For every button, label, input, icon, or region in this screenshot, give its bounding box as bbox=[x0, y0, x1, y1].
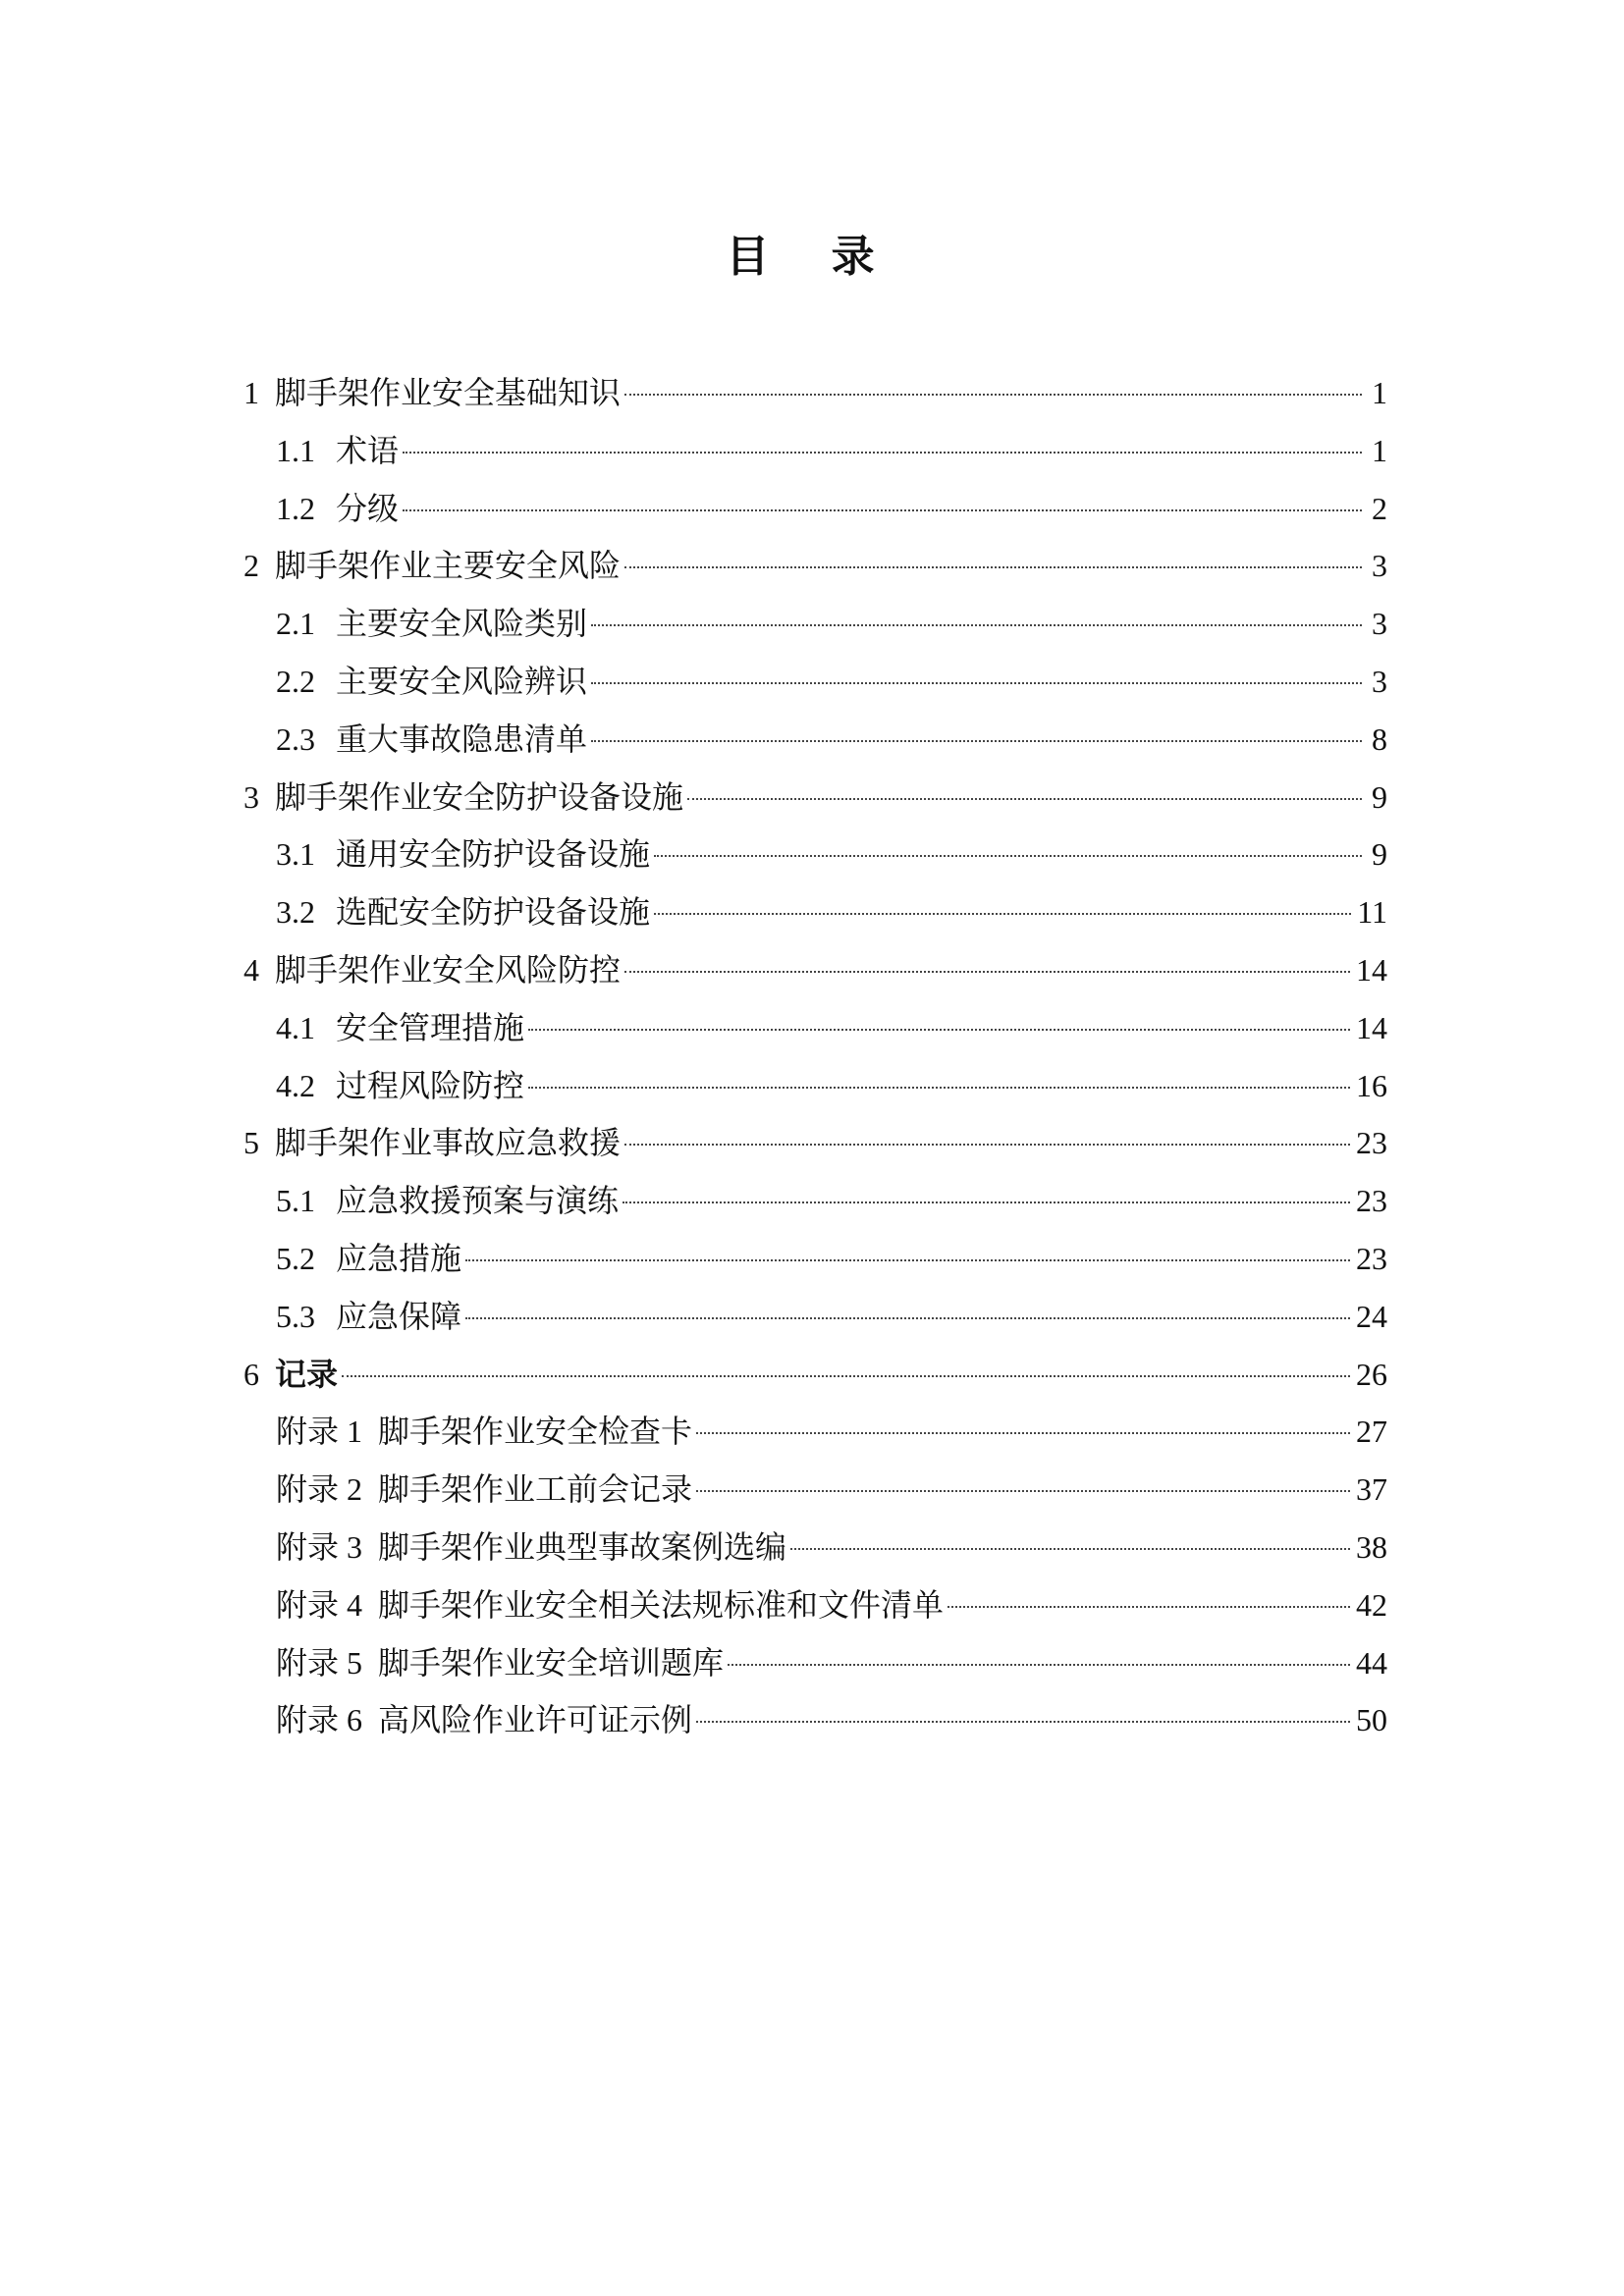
dot-leader bbox=[624, 394, 1362, 396]
toc-entry-number: 3 bbox=[244, 778, 259, 815]
toc-entry-number: 1.1 bbox=[276, 432, 315, 468]
dot-leader bbox=[623, 1201, 1350, 1203]
toc-entry-page-number: 11 bbox=[1357, 894, 1387, 931]
toc-entry[interactable] bbox=[244, 999, 1387, 1057]
toc-entry-number: 附录 6 bbox=[276, 1702, 363, 1738]
toc-entry-number: 附录 4 bbox=[276, 1586, 363, 1623]
toc-entry[interactable] bbox=[244, 422, 1387, 480]
dot-leader bbox=[528, 1029, 1350, 1031]
dot-leader bbox=[465, 1259, 1350, 1261]
dot-leader bbox=[624, 566, 1362, 568]
toc-entry[interactable] bbox=[244, 1346, 1387, 1404]
dot-leader bbox=[790, 1548, 1350, 1550]
toc-entry-page-number: 14 bbox=[1356, 951, 1387, 988]
toc-entry[interactable] bbox=[244, 1172, 1387, 1230]
toc-entry-number: 5.2 bbox=[276, 1240, 315, 1276]
toc-entry-number: 6 bbox=[244, 1356, 259, 1392]
dot-leader bbox=[624, 1144, 1350, 1146]
toc-entry-page-number: 27 bbox=[1356, 1414, 1387, 1450]
toc-entry-page-number: 44 bbox=[1356, 1644, 1387, 1681]
toc-entry-number: 1.2 bbox=[276, 490, 315, 526]
dot-leader bbox=[696, 1490, 1350, 1492]
toc-entry-page-number: 2 bbox=[1372, 490, 1387, 526]
toc-entry-number: 5.3 bbox=[276, 1298, 315, 1334]
toc-entry-page-number: 26 bbox=[1356, 1356, 1387, 1392]
toc-entry-page-number: 9 bbox=[1372, 836, 1387, 873]
toc-entry[interactable] bbox=[244, 653, 1387, 711]
toc-entry-title: 脚手架作业安全基础知识 bbox=[275, 374, 622, 411]
toc-entry[interactable] bbox=[244, 1230, 1387, 1288]
toc-entry-page-number: 3 bbox=[1372, 663, 1387, 699]
toc-entry-title: 脚手架作业事故应急救援 bbox=[275, 1124, 622, 1162]
toc-entry-title: 脚手架作业工前会记录 bbox=[378, 1470, 693, 1509]
toc-entry[interactable] bbox=[244, 1519, 1387, 1576]
toc-entry-title: 脚手架作业安全相关法规标准和文件清单 bbox=[378, 1585, 945, 1624]
toc-entry-title: 主要安全风险类别 bbox=[336, 605, 588, 643]
dot-leader bbox=[696, 1432, 1350, 1434]
dot-leader bbox=[465, 1317, 1350, 1319]
toc-entry-title: 通用安全防护设备设施 bbox=[336, 835, 651, 874]
toc-entry-number: 5 bbox=[244, 1125, 259, 1161]
toc-entry-number: 3.2 bbox=[276, 894, 315, 931]
toc-entry[interactable] bbox=[244, 1403, 1387, 1461]
toc-entry-number: 附录 5 bbox=[276, 1644, 363, 1681]
toc-entry-title: 分级 bbox=[336, 489, 400, 527]
toc-entry-page-number: 3 bbox=[1372, 548, 1387, 584]
toc-entry-page-number: 3 bbox=[1372, 606, 1387, 642]
toc-entry-page-number: 37 bbox=[1356, 1471, 1387, 1508]
dot-leader bbox=[947, 1606, 1350, 1608]
toc-entry-page-number: 23 bbox=[1356, 1125, 1387, 1161]
toc-entry-title: 应急保障 bbox=[336, 1297, 462, 1335]
toc-entry[interactable] bbox=[244, 769, 1387, 827]
toc-entry-number: 附录 3 bbox=[276, 1528, 363, 1565]
toc-entry-title: 脚手架作业典型事故案例选编 bbox=[378, 1527, 787, 1566]
toc-entry[interactable] bbox=[244, 1461, 1387, 1519]
toc-entry-title: 脚手架作业安全风险防控 bbox=[275, 950, 622, 988]
toc-entry-page-number: 23 bbox=[1356, 1240, 1387, 1276]
toc-entry-title: 应急救援预案与演练 bbox=[336, 1182, 620, 1220]
dot-leader bbox=[654, 913, 1351, 915]
toc-entry-page-number: 1 bbox=[1372, 432, 1387, 468]
toc-entry-title: 记录 bbox=[275, 1355, 339, 1393]
dot-leader bbox=[403, 509, 1362, 511]
dot-leader bbox=[528, 1087, 1350, 1089]
toc-entry[interactable] bbox=[244, 1288, 1387, 1346]
toc-entry-page-number: 8 bbox=[1372, 721, 1387, 757]
dot-leader bbox=[624, 971, 1350, 973]
toc-entry-title: 安全管理措施 bbox=[336, 1008, 525, 1046]
toc-entry-title: 主要安全风险辨识 bbox=[336, 662, 588, 700]
toc-entry-page-number: 42 bbox=[1356, 1586, 1387, 1623]
toc-entry[interactable] bbox=[244, 1114, 1387, 1172]
toc-entry-number: 2.3 bbox=[276, 721, 315, 757]
toc-entry-number: 4.2 bbox=[276, 1067, 315, 1103]
toc-entry[interactable] bbox=[244, 883, 1387, 941]
dot-leader bbox=[687, 798, 1362, 800]
toc-entry-title: 高风险作业许可证示例 bbox=[378, 1701, 693, 1739]
dot-leader bbox=[728, 1664, 1350, 1666]
toc-entry-page-number: 9 bbox=[1372, 778, 1387, 815]
dot-leader bbox=[403, 452, 1362, 454]
toc-entry-number: 3.1 bbox=[276, 836, 315, 873]
toc-entry-number: 1 bbox=[244, 375, 259, 410]
toc-entry-page-number: 1 bbox=[1372, 375, 1387, 410]
toc-entry[interactable] bbox=[244, 826, 1387, 883]
toc-entry-number: 附录 2 bbox=[276, 1471, 363, 1508]
toc-entry-number: 附录 1 bbox=[276, 1414, 363, 1450]
toc-entry-page-number: 50 bbox=[1356, 1702, 1387, 1738]
toc-entry-title: 脚手架作业安全防护设备设施 bbox=[275, 777, 684, 816]
dot-leader bbox=[591, 682, 1362, 684]
toc-entry-number: 2 bbox=[244, 548, 259, 584]
dot-leader bbox=[696, 1721, 1350, 1723]
toc-entry[interactable] bbox=[244, 595, 1387, 653]
toc-entry-title: 应急措施 bbox=[336, 1239, 462, 1277]
toc-entry[interactable] bbox=[244, 364, 1387, 422]
page-title: 目 录 bbox=[726, 232, 898, 282]
toc-entry-title: 选配安全防护设备设施 bbox=[336, 893, 651, 932]
toc-entry[interactable] bbox=[244, 711, 1387, 769]
toc-entry-number: 4.1 bbox=[276, 1009, 315, 1045]
toc-entry-number: 2.1 bbox=[276, 606, 315, 642]
toc-entry[interactable] bbox=[244, 1634, 1387, 1692]
toc-entry-page-number: 14 bbox=[1356, 1009, 1387, 1045]
dot-leader bbox=[591, 740, 1362, 742]
table-of-contents bbox=[244, 364, 1387, 1749]
dot-leader bbox=[591, 624, 1362, 626]
toc-entry[interactable] bbox=[244, 1576, 1387, 1634]
toc-entry-title: 过程风险防控 bbox=[336, 1066, 525, 1104]
toc-entry-number: 2.2 bbox=[276, 663, 315, 699]
toc-entry-number: 5.1 bbox=[276, 1183, 315, 1219]
toc-entry-page-number: 24 bbox=[1356, 1298, 1387, 1334]
toc-entry-page-number: 38 bbox=[1356, 1528, 1387, 1565]
toc-entry-title: 术语 bbox=[336, 431, 400, 469]
toc-entry[interactable] bbox=[244, 941, 1387, 999]
toc-entry-page-number: 16 bbox=[1356, 1067, 1387, 1103]
toc-entry[interactable] bbox=[244, 1691, 1387, 1749]
toc-entry-title: 脚手架作业安全检查卡 bbox=[378, 1413, 693, 1451]
dot-leader bbox=[654, 855, 1362, 857]
dot-leader bbox=[342, 1375, 1350, 1377]
toc-entry-page-number: 23 bbox=[1356, 1183, 1387, 1219]
toc-entry-number: 4 bbox=[244, 951, 259, 988]
toc-entry[interactable] bbox=[244, 1057, 1387, 1115]
toc-entry[interactable] bbox=[244, 537, 1387, 595]
toc-entry[interactable] bbox=[244, 480, 1387, 538]
toc-entry-title: 重大事故隐患清单 bbox=[336, 720, 588, 758]
toc-entry-title: 脚手架作业主要安全风险 bbox=[275, 547, 622, 585]
toc-entry-title: 脚手架作业安全培训题库 bbox=[378, 1643, 725, 1682]
